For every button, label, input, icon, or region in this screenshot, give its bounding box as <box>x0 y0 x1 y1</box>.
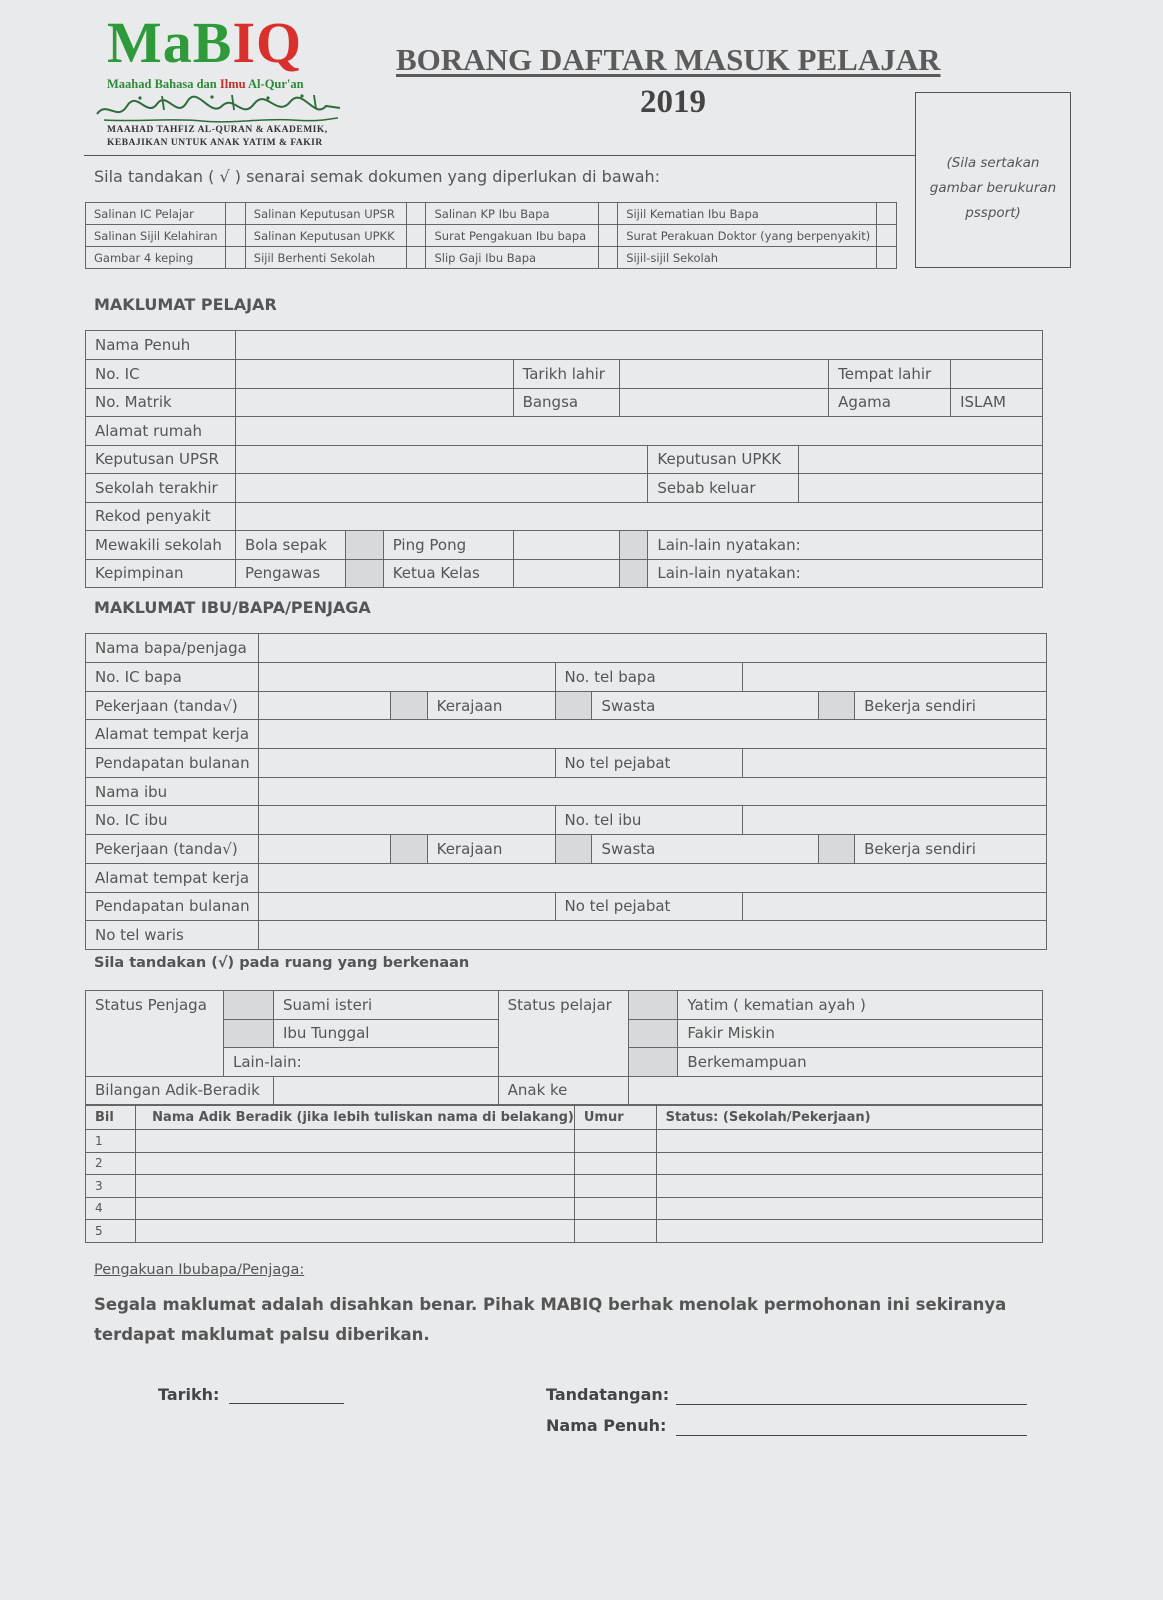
represent-others-field[interactable]: Lain-lain nyatakan: <box>648 531 1043 560</box>
religion-field[interactable]: ISLAM <box>951 388 1043 417</box>
mother-government-checkbox[interactable] <box>390 835 427 864</box>
label-father-income: Pendapatan bulanan <box>86 749 259 778</box>
option-government: Kerajaan <box>427 691 555 720</box>
label-mother-ic: No. IC ibu <box>86 806 259 835</box>
label-siblings-count: Bilangan Adik-Beradik <box>86 1076 274 1105</box>
label-mother-tel: No. tel ibu <box>555 806 743 835</box>
option-married: Suami isteri <box>273 991 498 1020</box>
checkbox[interactable] <box>406 203 426 225</box>
guardian-others-field[interactable]: Lain-lain: <box>223 1048 498 1077</box>
label-mother-office-tel: No tel pejabat <box>555 892 743 921</box>
option-private: Swasta <box>592 835 819 864</box>
checklist-row <box>86 225 897 247</box>
checkbox[interactable] <box>225 247 245 269</box>
sibling-name-cell[interactable] <box>136 1197 575 1220</box>
option-self-employed: Bekerja sendiri <box>855 691 1047 720</box>
birth-place-field[interactable] <box>951 360 1043 389</box>
student-info-table <box>85 330 1043 588</box>
orphan-checkbox[interactable] <box>628 991 678 1020</box>
last-school-field[interactable] <box>235 474 647 503</box>
photo-box[interactable] <box>915 92 1071 268</box>
label-ic: No. IC <box>86 360 236 389</box>
class-leader-checkbox[interactable] <box>619 559 648 588</box>
table-row <box>86 1152 1043 1175</box>
mabiq-logo <box>107 10 303 75</box>
form-year: 2019 <box>640 84 706 120</box>
row-number: 1 <box>86 1130 136 1153</box>
sibling-age-cell[interactable] <box>574 1152 656 1175</box>
leadership-others-field[interactable]: Lain-lain nyatakan: <box>648 559 1043 588</box>
football-checkbox[interactable] <box>345 531 383 560</box>
mother-self-employed-checkbox[interactable] <box>819 835 855 864</box>
siblings-count-field[interactable] <box>273 1076 498 1105</box>
table-row <box>86 1197 1043 1220</box>
mother-ic-field[interactable] <box>258 806 555 835</box>
option-poor: Fakir Miskin <box>678 1019 1043 1048</box>
sibling-name-cell[interactable] <box>136 1220 575 1243</box>
label-birth-date: Tarikh lahir <box>513 360 619 389</box>
address-field[interactable] <box>235 417 1042 446</box>
checklist-item: Surat Pengakuan Ibu bapa <box>426 225 599 247</box>
label-last-school: Sekolah terakhir <box>86 474 236 503</box>
arabic-calligraphy-icon <box>92 92 344 124</box>
checklist-item: Sijil-sijil Sekolah <box>618 247 877 269</box>
upkk-field[interactable] <box>799 445 1043 474</box>
status-instruction: Sila tandakan (√) pada ruang yang berkenaan <box>94 955 470 971</box>
logo-ma: Ma <box>107 10 193 75</box>
child-no-field[interactable] <box>628 1076 1042 1105</box>
form-title: BORANG DAFTAR MASUK PELAJAR <box>396 42 941 77</box>
option-prefect: Pengawas <box>235 559 345 588</box>
mother-income-field[interactable] <box>258 892 555 921</box>
checklist-row <box>86 203 897 225</box>
label-race: Bangsa <box>513 388 619 417</box>
full-name-label: Nama Penuh: <box>546 1416 667 1435</box>
label-birth-place: Tempat lahir <box>829 360 951 389</box>
spacer <box>513 531 619 560</box>
option-class-leader: Ketua Kelas <box>383 559 513 588</box>
logo-b: B <box>192 10 233 75</box>
date-line[interactable] <box>229 1403 344 1404</box>
logo-q: Q <box>256 10 303 75</box>
row-number: 3 <box>86 1175 136 1198</box>
option-orphan: Yatim ( kematian ayah ) <box>678 991 1043 1020</box>
declaration-heading: Pengakuan Ibubapa/Penjaga: <box>94 1262 305 1278</box>
siblings-table <box>85 1105 1043 1243</box>
label-father-ic: No. IC bapa <box>86 663 259 692</box>
label-address: Alamat rumah <box>86 417 236 446</box>
father-name-field[interactable] <box>258 634 1046 663</box>
full-name-field[interactable] <box>235 331 1042 360</box>
checkbox[interactable] <box>406 225 426 247</box>
father-ic-field[interactable] <box>258 663 555 692</box>
sibling-age-cell[interactable] <box>574 1130 656 1153</box>
mother-tel-field[interactable] <box>743 806 1047 835</box>
label-guardian-status: Status Penjaga <box>86 991 224 1077</box>
label-religion: Agama <box>829 388 951 417</box>
checklist-item: Sijil Kematian Ibu Bapa <box>618 203 877 225</box>
mother-office-tel-field[interactable] <box>743 892 1047 921</box>
label-father-job: Pekerjaan (tanda√) <box>86 691 259 720</box>
student-section-title: MAKLUMAT PELAJAR <box>94 295 277 314</box>
checklist-item: Sijil Berhenti Sekolah <box>245 247 406 269</box>
checklist-row <box>86 247 897 269</box>
sibling-status-cell[interactable] <box>656 1220 1042 1243</box>
label-illness: Rekod penyakit <box>86 502 236 531</box>
option-self-employed: Bekerja sendiri <box>855 835 1047 864</box>
label-student-status: Status pelajar <box>498 991 628 1077</box>
checkbox[interactable] <box>877 203 897 225</box>
row-number: 5 <box>86 1220 136 1243</box>
parents-section-title: MAKLUMAT IBU/BAPA/PENJAGA <box>94 598 371 617</box>
header-age: Umur <box>574 1106 656 1130</box>
option-pingpong: Ping Pong <box>383 531 513 560</box>
spacer <box>258 691 390 720</box>
logo-line-2: KEBAJIKAN UNTUK ANAK YATIM & FAKIR <box>107 138 323 148</box>
checklist-item: Surat Perakuan Doktor (yang berpenyakit) <box>618 225 877 247</box>
checkbox[interactable] <box>877 225 897 247</box>
label-leave-reason: Sebab keluar <box>648 474 799 503</box>
ic-field[interactable] <box>235 360 513 389</box>
upsr-field[interactable] <box>235 445 647 474</box>
label-child-no: Anak ke <box>498 1076 628 1105</box>
label-upkk: Keputusan UPKK <box>648 445 799 474</box>
father-income-field[interactable] <box>258 749 555 778</box>
checklist-item: Salinan Keputusan UPSR <box>245 203 406 225</box>
checkbox[interactable] <box>599 225 618 247</box>
mother-private-checkbox[interactable] <box>555 835 592 864</box>
label-mother-income: Pendapatan bulanan <box>86 892 259 921</box>
sibling-age-cell[interactable] <box>574 1197 656 1220</box>
illness-field[interactable] <box>235 502 1042 531</box>
declaration-text: Segala maklumat adalah disahkan benar. Pihak MABIQ berhak menolak permohonan ini sekiranya terdapat maklumat palsu diberikan. <box>94 1295 1007 1344</box>
table-row <box>86 1175 1043 1198</box>
label-represent: Mewakili sekolah <box>86 531 236 560</box>
sibling-status-cell[interactable] <box>656 1175 1042 1198</box>
signature-line[interactable] <box>676 1404 1027 1405</box>
mother-name-field[interactable] <box>258 777 1046 806</box>
document-checklist <box>85 202 897 269</box>
sibling-name-cell[interactable] <box>136 1175 575 1198</box>
checklist-item: Slip Gaji Ibu Bapa <box>426 247 599 269</box>
checklist-instruction: Sila tandakan ( √ ) senarai semak dokumen yang diperlukan di bawah: <box>94 167 661 186</box>
sibling-status-cell[interactable] <box>656 1152 1042 1175</box>
checkbox[interactable] <box>877 247 897 269</box>
row-number: 2 <box>86 1152 136 1175</box>
option-football: Bola sepak <box>235 531 345 560</box>
option-private: Swasta <box>592 691 819 720</box>
parents-info-table <box>85 633 1047 950</box>
spacer <box>513 559 619 588</box>
father-private-checkbox[interactable] <box>555 691 592 720</box>
prefect-checkbox[interactable] <box>345 559 383 588</box>
checklist-item: Salinan IC Pelajar <box>86 203 226 225</box>
date-label: Tarikh: <box>158 1385 220 1404</box>
label-matric: No. Matrik <box>86 388 236 417</box>
father-tel-field[interactable] <box>743 663 1047 692</box>
checklist-item: Salinan KP Ibu Bapa <box>426 203 599 225</box>
label-leadership: Kepimpinan <box>86 559 236 588</box>
option-government: Kerajaan <box>427 835 555 864</box>
header-sibling-status: Status: (Sekolah/Pekerjaan) <box>656 1106 1042 1130</box>
full-name-line[interactable] <box>676 1435 1027 1436</box>
checkbox[interactable] <box>599 203 618 225</box>
option-single-parent: Ibu Tunggal <box>273 1019 498 1048</box>
label-father-tel: No. tel bapa <box>555 663 743 692</box>
sibling-name-cell[interactable] <box>136 1152 575 1175</box>
checklist-item: Salinan Sijil Kelahiran <box>86 225 226 247</box>
signature-label: Tandatangan: <box>546 1385 670 1404</box>
sibling-status-cell[interactable] <box>656 1130 1042 1153</box>
checklist-item: Gambar 4 keping <box>86 247 226 269</box>
married-checkbox[interactable] <box>223 991 273 1020</box>
pingpong-checkbox[interactable] <box>619 531 648 560</box>
label-mother-work-address: Alamat tempat kerja <box>86 863 259 892</box>
mother-work-address-field[interactable] <box>258 863 1046 892</box>
logo-i: I <box>232 10 257 75</box>
checklist-item: Salinan Keputusan UPKK <box>245 225 406 247</box>
label-father-name: Nama bapa/penjaga <box>86 634 259 663</box>
heir-tel-field[interactable] <box>258 921 1046 950</box>
header-sibling-name: Nama Adik Beradik (jika lebih tuliskan nama di belakang) <box>136 1106 575 1130</box>
checkbox[interactable] <box>225 203 245 225</box>
capable-checkbox[interactable] <box>628 1048 678 1077</box>
label-heir-tel: No tel waris <box>86 921 259 950</box>
checkbox[interactable] <box>225 225 245 247</box>
matric-field[interactable] <box>235 388 513 417</box>
race-field[interactable] <box>619 388 829 417</box>
sibling-age-cell[interactable] <box>574 1220 656 1243</box>
father-office-tel-field[interactable] <box>743 749 1047 778</box>
header-bil: Bil <box>86 1106 136 1130</box>
single-parent-checkbox[interactable] <box>223 1019 273 1048</box>
table-row <box>86 1130 1043 1153</box>
siblings-header-row <box>86 1106 1043 1130</box>
sibling-status-cell[interactable] <box>656 1197 1042 1220</box>
father-self-employed-checkbox[interactable] <box>819 691 855 720</box>
label-father-work-address: Alamat tempat kerja <box>86 720 259 749</box>
option-capable: Berkemampuan <box>678 1048 1043 1077</box>
sibling-name-cell[interactable] <box>136 1130 575 1153</box>
birth-date-field[interactable] <box>619 360 829 389</box>
label-upsr: Keputusan UPSR <box>86 445 236 474</box>
leave-reason-field[interactable] <box>799 474 1043 503</box>
label-mother-name: Nama ibu <box>86 777 259 806</box>
status-table <box>85 990 1043 1105</box>
header-divider <box>84 155 915 156</box>
father-government-checkbox[interactable] <box>390 691 427 720</box>
logo-line-1: MAAHAD TAHFIZ AL-QURAN & AKADEMIK, <box>107 125 328 135</box>
table-row <box>86 1220 1043 1243</box>
row-number: 4 <box>86 1197 136 1220</box>
label-full-name: Nama Penuh <box>86 331 236 360</box>
checkbox[interactable] <box>599 247 618 269</box>
label-mother-job: Pekerjaan (tanda√) <box>86 835 259 864</box>
logo-subtitle: Maahad Bahasa dan Ilmu Al-Qur'an <box>107 77 304 91</box>
spacer <box>258 835 390 864</box>
photo-instruction: (Sila sertakan gambar berukuran pssport) <box>929 155 1057 221</box>
poor-checkbox[interactable] <box>628 1019 678 1048</box>
sibling-age-cell[interactable] <box>574 1175 656 1198</box>
father-work-address-field[interactable] <box>258 720 1046 749</box>
label-father-office-tel: No tel pejabat <box>555 749 743 778</box>
checkbox[interactable] <box>406 247 426 269</box>
